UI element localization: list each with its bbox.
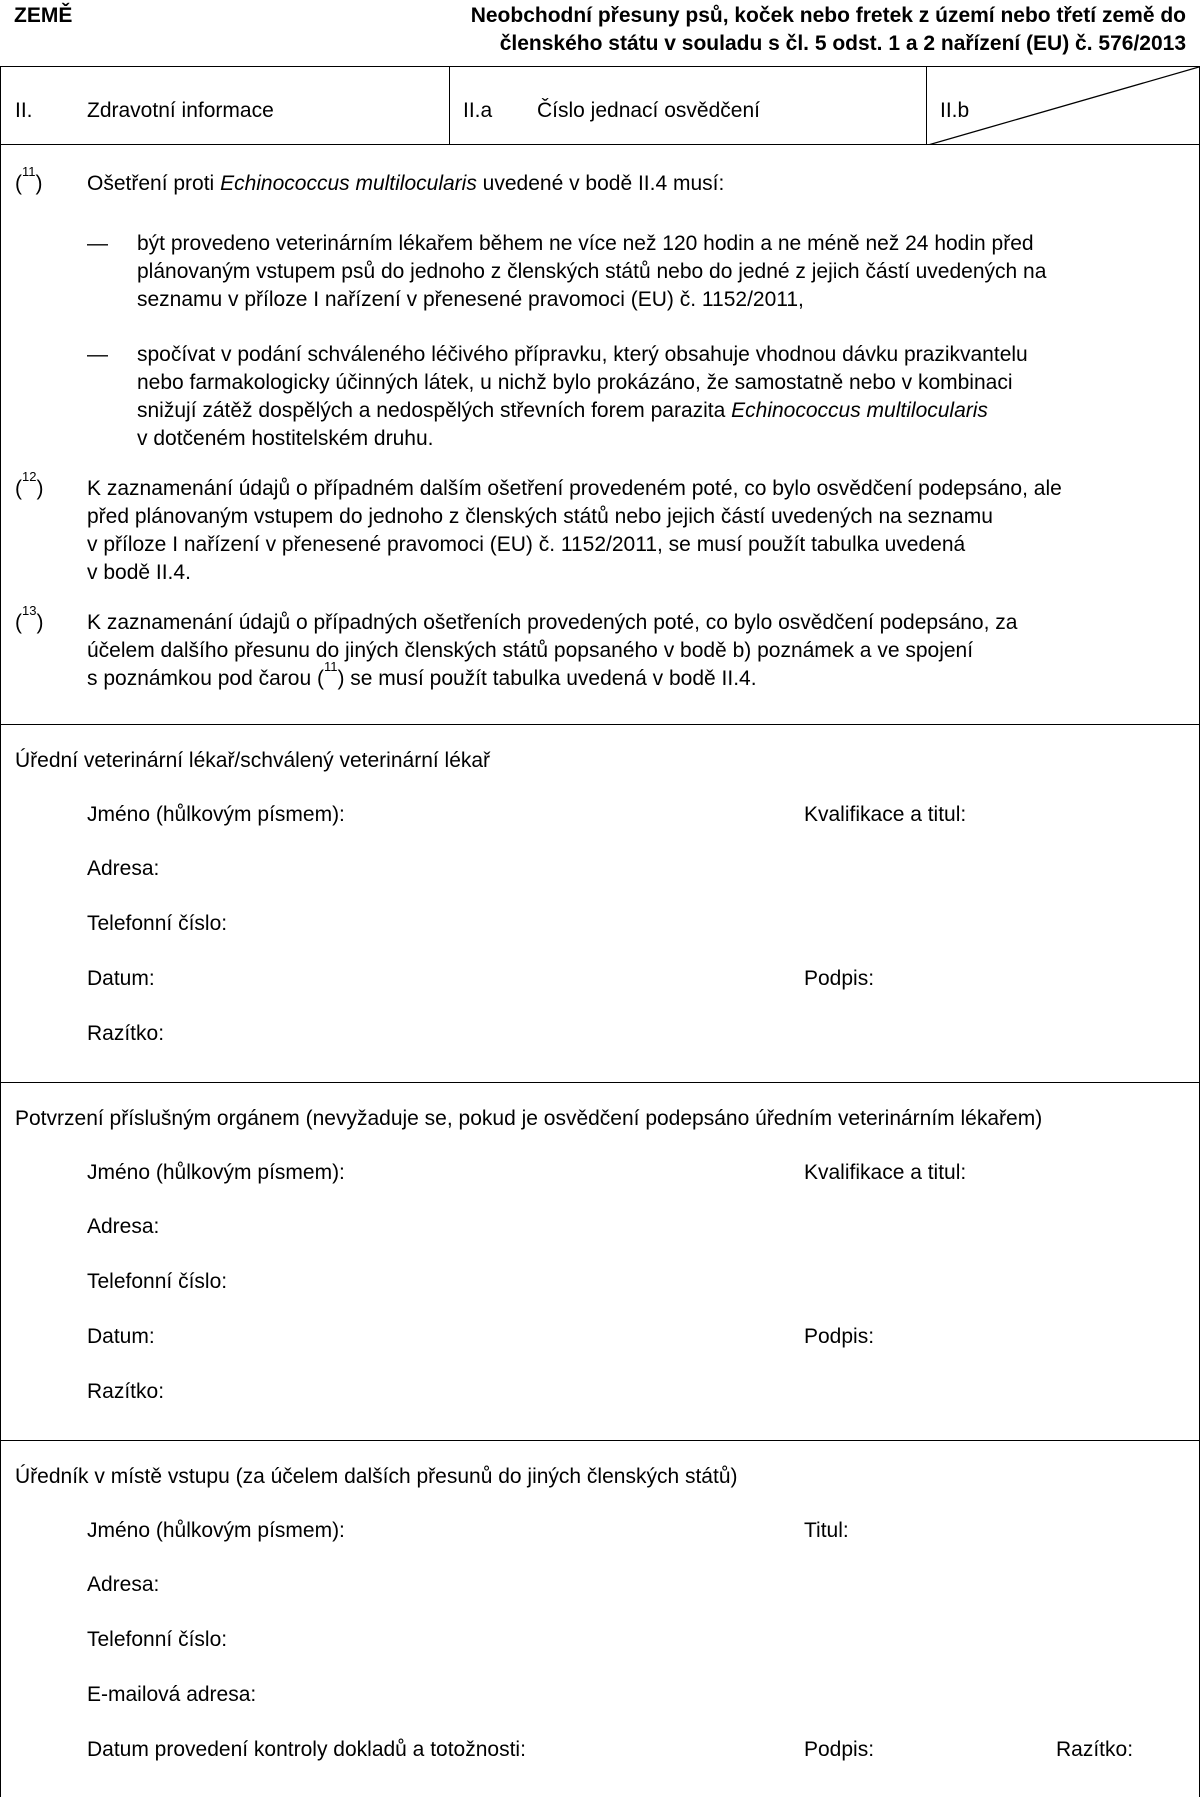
- country-label: ZEMĚ: [14, 4, 73, 27]
- check-date-field-label: Datum provedení kontroly dokladů a totožnosti:: [87, 1738, 526, 1761]
- name-field-label: Jméno (hůlkovým písmem):: [87, 803, 345, 826]
- section-title: Potvrzení příslušným orgánem (nevyžaduje se, pokud je osvědčení podepsáno úředním veterinárním lékařem): [15, 1107, 1043, 1130]
- section-header-row: [1, 67, 1199, 145]
- footnote-marker: ($^{11}$): [15, 164, 43, 195]
- footnote-text: K zaznamenání údajů o případném dalším ošetření provedeném poté, co bylo osvědčení podepsáno, ale před plánovaným vstupem do jednoho z členských států nebo jejich částí uvedených na seznamu v příloze I nařízení v přenesené pravomoci (EU) č. 1152/2011, se musí použít tabulka uvedená v bodě II.4.: [87, 477, 1062, 584]
- stamp-field-label: Razítko:: [1056, 1738, 1134, 1761]
- footnotes-section: [1, 145, 1199, 725]
- stamp-field-label: Razítko:: [87, 1380, 165, 1403]
- email-field-label: E-mailová adresa:: [87, 1683, 257, 1706]
- reference-label-cell: [537, 67, 917, 145]
- section-title: Úřední veterinární lékař/schválený veterinární lékař: [15, 749, 491, 772]
- footnote-marker: ($^{12}$): [15, 469, 44, 500]
- section-number-cell: [15, 67, 75, 145]
- qualification-field-label: Kvalifikace a titul:: [804, 803, 967, 826]
- date-field-label: Datum:: [87, 1325, 155, 1348]
- veterinarian-section: [1, 725, 1199, 1083]
- certificate-frame: [0, 66, 1200, 1797]
- stamp-field-label: Razítko:: [87, 1022, 165, 1045]
- phone-field-label: Telefonní číslo:: [87, 1628, 228, 1651]
- signature-field-label: Podpis:: [804, 1738, 875, 1761]
- name-field-label: Jméno (hůlkovým písmem):: [87, 1161, 345, 1184]
- dash-marker: —: [87, 232, 108, 255]
- name-field-label: Jméno (hůlkovým písmem):: [87, 1519, 345, 1542]
- date-field-label: Datum:: [87, 967, 155, 990]
- section-label-cell: [87, 67, 447, 145]
- dash-marker: —: [87, 343, 108, 366]
- signature-field-label: Podpis:: [804, 1325, 875, 1348]
- title-field-label: Titul:: [804, 1519, 849, 1542]
- document-title-line-1: Neobchodní přesuny psů, koček nebo fretek z území nebo třetí země do: [470, 4, 1186, 27]
- document-title-line-2: členského státu v souladu s čl. 5 odst. 1 a 2 nařízení (EU) č. 576/2013: [499, 32, 1186, 55]
- section-number: II.: [15, 99, 33, 122]
- authority-section: [1, 1083, 1199, 1441]
- reference-number: II.a: [463, 99, 493, 122]
- address-field-label: Adresa:: [87, 1573, 160, 1596]
- qualification-field-label: Kvalifikace a titul:: [804, 1161, 967, 1184]
- cell-divider: [449, 67, 450, 145]
- footnote-text: Ošetření proti Echinococcus multilocularis uvedené v bodě II.4 musí:: [87, 172, 725, 195]
- sub-number: II.b: [940, 99, 970, 122]
- footnote-text: K zaznamenání údajů o případných ošetřeních provedených poté, co bylo osvědčení podepsáno, za účelem dalšího přesunu do jiných členských států popsaného v bodě b) poznámek a ve spojení s poznámkou pod čarou ($^{11}$) se musí použít tabulka uvedená v bodě II.4.: [87, 611, 1018, 690]
- diagonal-strike: [928, 67, 1199, 145]
- section-label: Zdravotní informace: [87, 99, 274, 122]
- address-field-label: Adresa:: [87, 857, 160, 880]
- dash-item-text: spočívat v podání schváleného léčivého přípravku, který obsahuje vhodnou dávku prazikvantelu nebo farmakologicky účinných látek, u nichž bylo prokázáno, že samostatně nebo v kombinaci snižují zátěž dospělých a nedospělých střevních forem parazita Echinococcus multilocularis v dotčeném hostitelském druhu.: [137, 343, 1028, 450]
- entry-point-section: [1, 1441, 1199, 1797]
- page-header: [14, 0, 1186, 66]
- section-title: Úředník v místě vstupu (za účelem dalších přesunů do jiných členských států): [15, 1465, 738, 1488]
- signature-field-label: Podpis:: [804, 967, 875, 990]
- cell-divider: [926, 67, 927, 145]
- dash-item-text: být provedeno veterinárním lékařem během ne více než 120 hodin a ne méně než 24 hodin před plánovaným vstupem psů do jednoho z členských států nebo do jedné z jejich částí uvedených na seznamu v příloze I nařízení v přenesené pravomoci (EU) č. 1152/2011,: [137, 232, 1047, 311]
- footnote-marker: ($^{13}$): [15, 603, 44, 634]
- phone-field-label: Telefonní číslo:: [87, 1270, 228, 1293]
- document-title: [286, 2, 1186, 58]
- address-field-label: Adresa:: [87, 1215, 160, 1238]
- reference-number-cell: [463, 67, 523, 145]
- phone-field-label: Telefonní číslo:: [87, 912, 228, 935]
- reference-label: Číslo jednací osvědčení: [537, 99, 760, 122]
